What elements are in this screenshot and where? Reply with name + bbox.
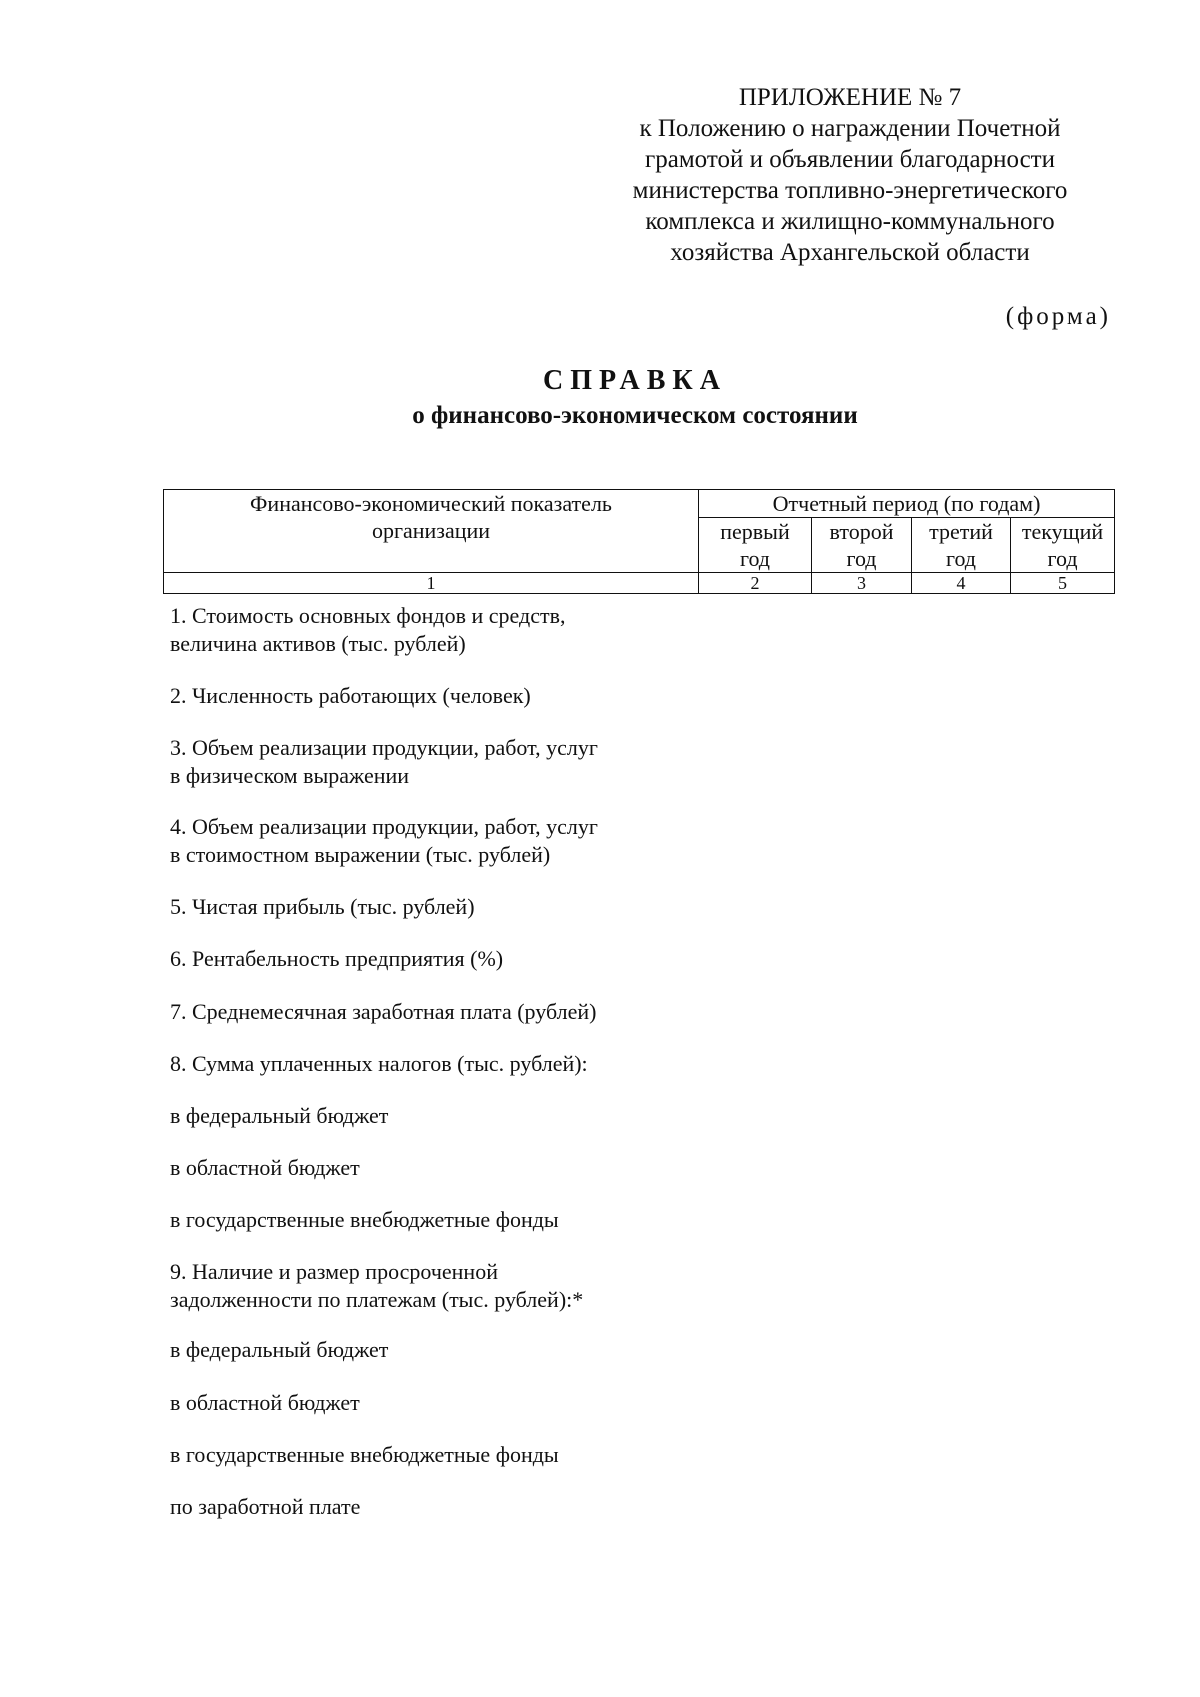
year-header-line: год xyxy=(945,546,977,571)
column-number: 2 xyxy=(699,573,812,594)
year-header-line: год xyxy=(739,546,771,571)
year-header-third xyxy=(912,518,1011,573)
appendix-line: к Положению о награждении Почетной xyxy=(639,115,1061,142)
year-header-second xyxy=(812,518,912,573)
indicator-row-line: 6. Рентабельность предприятия (%) xyxy=(170,946,504,971)
appendix-line: хозяйства Архангельской области xyxy=(670,239,1030,266)
indicator-row xyxy=(170,945,503,973)
indicators-table-header xyxy=(163,489,1115,594)
column-number: 5 xyxy=(1011,573,1115,594)
indicator-row xyxy=(170,1154,360,1182)
appendix-line: комплекса и жилищно-коммунального xyxy=(645,208,1055,235)
indicator-row-line: 2. Численность работающих (человек) xyxy=(170,683,531,708)
indicator-header-line: Финансово-экономический показатель xyxy=(250,491,612,516)
column-number: 1 xyxy=(164,573,699,594)
document-title: СПРАВКА xyxy=(543,365,727,396)
form-note: (форма) xyxy=(1005,303,1111,330)
indicator-row xyxy=(170,813,598,869)
indicator-row xyxy=(170,1050,588,1078)
indicator-column-header xyxy=(164,490,699,573)
indicator-row xyxy=(170,734,598,790)
indicator-row-line: 1. Стоимость основных фондов и средств, xyxy=(170,603,566,628)
indicator-row xyxy=(170,1493,360,1521)
indicator-row-line: задолженности по платежам (тыс. рублей):* xyxy=(170,1287,584,1312)
indicator-row xyxy=(170,893,475,921)
table-header-row xyxy=(164,490,1115,518)
year-header-line: год xyxy=(1047,546,1078,571)
year-header-line: третий xyxy=(929,519,993,544)
year-header-current xyxy=(1011,518,1115,573)
indicator-row xyxy=(170,1102,388,1130)
indicator-row xyxy=(170,998,596,1026)
indicator-row-line: в областной бюджет xyxy=(170,1155,360,1180)
appendix-line: грамотой и объявлении благодарности xyxy=(645,146,1055,173)
indicator-row-line: в стоимостном выражении (тыс. рублей) xyxy=(170,842,551,867)
year-header-first xyxy=(699,518,812,573)
column-number: 4 xyxy=(912,573,1011,594)
indicator-row xyxy=(170,602,565,658)
indicator-row xyxy=(170,1206,559,1234)
indicator-row-line: в федеральный бюджет xyxy=(170,1103,389,1128)
indicator-row-line: 4. Объем реализации продукции, работ, услуг xyxy=(170,814,598,839)
indicator-row-line: в физическом выражении xyxy=(170,763,410,788)
indicator-row-line: в областной бюджет xyxy=(170,1390,360,1415)
year-header-line: первый xyxy=(720,519,790,544)
indicator-row xyxy=(170,1389,360,1417)
indicator-row-line: величина активов (тыс. рублей) xyxy=(170,631,466,656)
indicator-row-line: в государственные внебюджетные фонды xyxy=(170,1207,559,1232)
year-header-line: год xyxy=(846,546,877,571)
period-header: Отчетный период (по годам) xyxy=(699,490,1115,518)
indicator-row-line: 8. Сумма уплаченных налогов (тыс. рублей): xyxy=(170,1051,588,1076)
indicator-header-line: организации xyxy=(371,518,491,543)
indicator-row-line: 7. Среднемесячная заработная плата (рублей) xyxy=(170,999,597,1024)
indicator-row-line: по заработной плате xyxy=(170,1494,361,1519)
indicator-row-line: в государственные внебюджетные фонды xyxy=(170,1442,559,1467)
indicator-row-line: 5. Чистая прибыль (тыс. рублей) xyxy=(170,894,475,919)
indicator-row xyxy=(170,1336,388,1364)
document-subtitle: о финансово-экономическом состоянии xyxy=(412,402,858,429)
year-header-line: текущий xyxy=(1021,519,1104,544)
indicator-row-line: 9. Наличие и размер просроченной xyxy=(170,1259,498,1284)
indicator-row-line: 3. Объем реализации продукции, работ, услуг xyxy=(170,735,598,760)
appendix-header xyxy=(600,82,1100,268)
appendix-line: министерства топливно-энергетического xyxy=(632,177,1068,204)
indicator-row xyxy=(170,682,531,710)
column-numbers-row xyxy=(164,573,1115,594)
indicator-row xyxy=(170,1441,559,1469)
year-header-line: второй xyxy=(829,519,894,544)
column-number: 3 xyxy=(812,573,912,594)
appendix-line: ПРИЛОЖЕНИЕ № 7 xyxy=(738,84,962,111)
indicator-row-line: в федеральный бюджет xyxy=(170,1337,389,1362)
indicator-row xyxy=(170,1258,583,1314)
